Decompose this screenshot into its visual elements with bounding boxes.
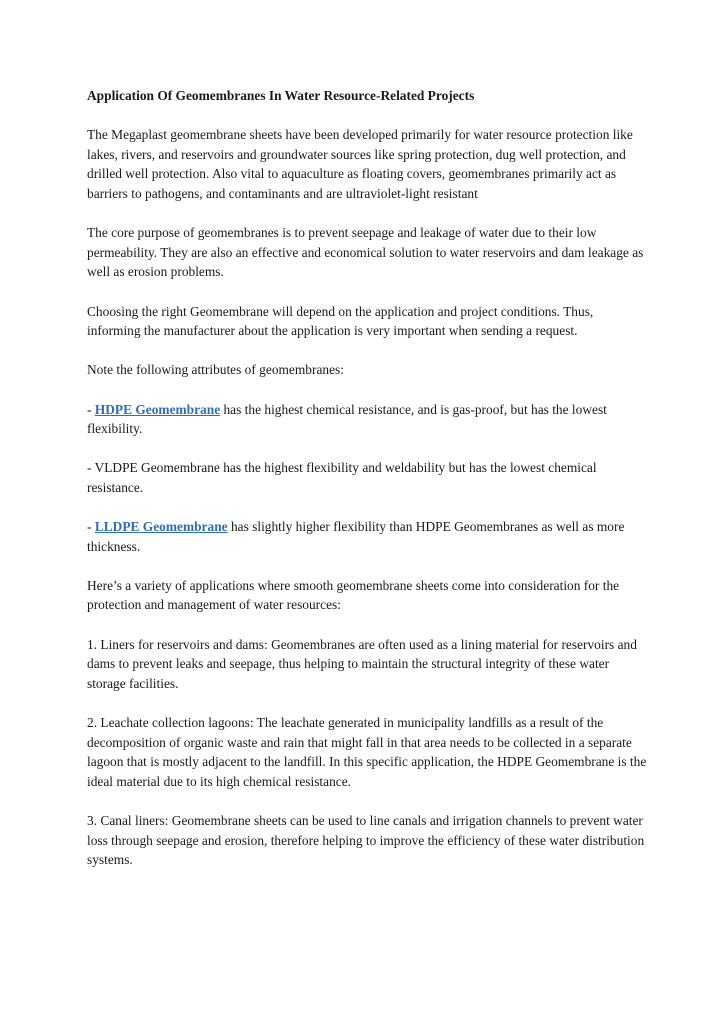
hdpe-bullet: - (87, 401, 95, 417)
attributes-note: Note the following attributes of geomembranes: (87, 362, 344, 378)
application-item-2: 2. Leachate collection lagoons: The leachate generated in municipality landfills as a result of the decomposition of organic waste and rain that might fall in that area needs to be collected in a separate lagoon that is mostly adjacent to the landfill. In this specific application, the HDPE Geomembrane is the ideal material due to its high chemical resistance. (87, 715, 647, 789)
lldpe-bullet: - (87, 519, 95, 535)
application-item-3: 3. Canal liners: Geomembrane sheets can be used to line canals and irrigation channels to prevent water loss through seepage and erosion, therefore helping to improve the efficiency of these water distribution systems. (87, 812, 645, 868)
choosing-paragraph: Choosing the right Geomembrane will depend on the application and project conditions. Thus, informing the manufacturer about the application is very important when sending a request. (87, 303, 594, 339)
core-purpose-paragraph: The core purpose of geomembranes is to prevent seepage and leakage of water due to their low permeability. They are also an effective and economical solution to water reservoirs and dam leakage as well as erosion problems. (87, 225, 644, 280)
vldpe-attribute: - VLDPE Geomembrane has the highest flexibility and weldability but has the lowest chemical resistance. (87, 460, 597, 495)
document-page (87, 86, 647, 889)
application-item-1: 1. Liners for reservoirs and dams: Geomembranes are often used as a lining material for reservoirs and dams to prevent leaks and seepage, thus helping to maintain the structural integrity of these water storage facilities. (87, 636, 637, 691)
hdpe-geomembrane-link[interactable]: HDPE Geomembrane (94, 401, 221, 417)
lldpe-geomembrane-link[interactable]: LLDPE Geomembrane (94, 519, 228, 535)
hdpe-description: has the highest chemical resistance, and is gas-proof, but has the lowest flexibility. (87, 401, 607, 437)
document-title: Application Of Geomembranes In Water Resource-Related Projects (87, 88, 475, 103)
hdpe-attribute (87, 400, 647, 439)
applications-intro: Here’s a variety of applications where smooth geomembrane sheets come into consideration for the protection and management of water resources: (87, 577, 620, 613)
intro-paragraph: The Megaplast geomembrane sheets have been developed primarily for water resource protection like lakes, rivers, and reservoirs and groundwater sources like spring protection, dug well protection, and drilled well protection. Also vital to aquaculture as floating covers, geomembranes primarily act as barriers to pathogens, and contaminants and are ultraviolet-light resistant (87, 127, 633, 201)
lldpe-attribute (87, 517, 647, 556)
lldpe-description: has slightly higher flexibility than HDPE Geomembranes as well as more thickness. (87, 519, 625, 554)
